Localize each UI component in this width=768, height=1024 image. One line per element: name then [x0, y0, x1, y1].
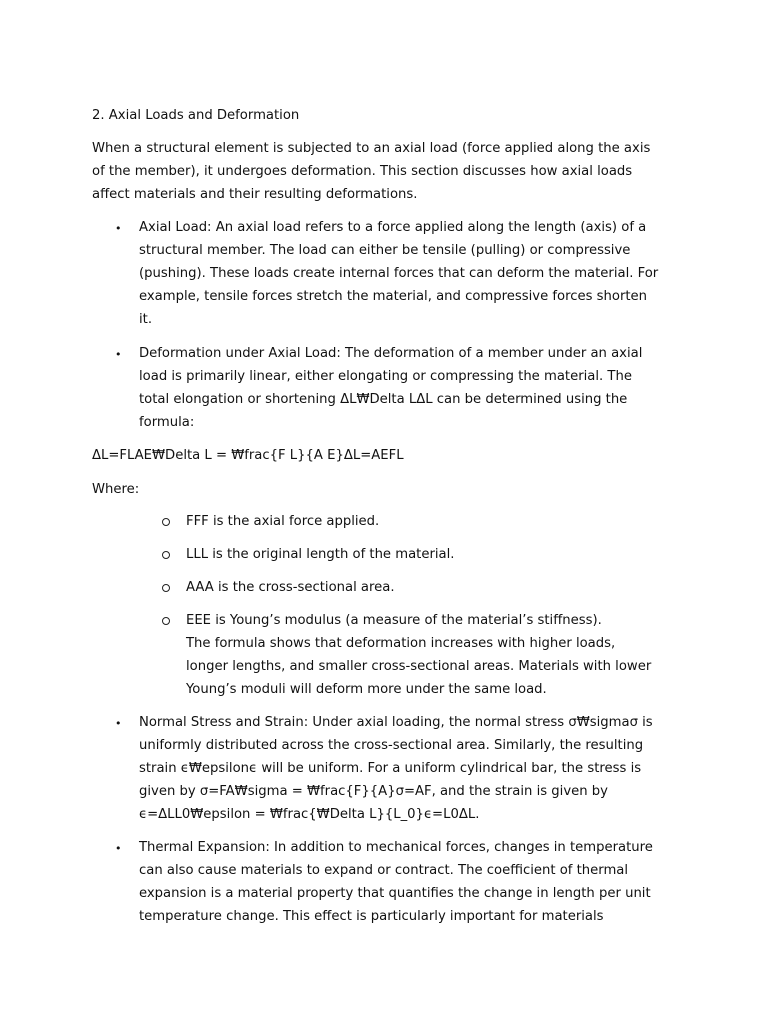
- list-item-line: total elongation or shortening ΔL₩Delta LΔL can be determined using the: [139, 392, 628, 407]
- list-item-line: Normal Stress and Strain: Under axial loading, the normal stress σ₩sigmaσ is: [139, 715, 653, 730]
- list-item-line: it.: [139, 312, 153, 327]
- sublist-item-line: EEE is Young’s modulus (a measure of the material’s stiffness).: [186, 613, 602, 628]
- bullet-marker: •: [115, 348, 122, 361]
- list-item-line: strain ϵ₩epsilonϵ will be uniform. For a uniform cylindrical bar, the stress is: [139, 761, 642, 776]
- bullet-marker: •: [115, 222, 122, 235]
- list-item-line: load is primarily linear, either elongating or compressing the material. The: [139, 369, 632, 384]
- hollow-bullet-icon: [162, 584, 170, 592]
- list-item-line: (pushing). These loads create internal forces that can deform the material. For: [139, 266, 659, 281]
- list-item-line: Thermal Expansion: In addition to mechanical forces, changes in temperature: [139, 840, 653, 855]
- list-item-line: example, tensile forces stretch the material, and compressive forces shorten: [139, 289, 648, 304]
- list-item-line: Axial Load: An axial load refers to a force applied along the length (axis) of a: [139, 220, 647, 235]
- intro-line: of the member), it undergoes deformation. This section discusses how axial loads: [92, 164, 633, 179]
- list-item-line: given by σ=FA₩sigma = ₩frac{F}{A}σ=AF, and the strain is given by: [139, 784, 608, 799]
- list-item-line: can also cause materials to expand or contract. The coefficient of thermal: [139, 863, 629, 878]
- hollow-bullet-icon: [162, 551, 170, 559]
- formula-line: ΔL=FLAE₩Delta L = ₩frac{F L}{A E}ΔL=AEFL: [92, 448, 404, 463]
- hollow-bullet-icon: [162, 617, 170, 625]
- list-item-line: Deformation under Axial Load: The deformation of a member under an axial: [139, 346, 643, 361]
- list-item-line: structural member. The load can either be tensile (pulling) or compressive: [139, 243, 631, 258]
- sublist-item-line: LLL is the original length of the material.: [186, 547, 455, 562]
- sublist-item-line: The formula shows that deformation increases with higher loads,: [186, 636, 616, 651]
- bullet-marker: •: [115, 717, 122, 730]
- sublist-item-line: longer lengths, and smaller cross-sectional areas. Materials with lower: [186, 659, 652, 674]
- intro-line: affect materials and their resulting deformations.: [92, 187, 418, 202]
- list-item-line: expansion is a material property that quantifies the change in length per unit: [139, 886, 651, 901]
- sublist-item-line: FFF is the axial force applied.: [186, 514, 380, 529]
- list-item-line: ϵ=ΔLL0₩epsilon = ₩frac{₩Delta L}{L_0}ϵ=L0ΔL.: [139, 807, 480, 822]
- section-heading: 2. Axial Loads and Deformation: [92, 108, 300, 123]
- sublist-item-line: Young’s moduli will deform more under the same load.: [186, 682, 547, 697]
- bullet-marker: •: [115, 842, 122, 855]
- list-item-line: formula:: [139, 415, 195, 430]
- list-item-line: temperature change. This effect is particularly important for materials: [139, 909, 604, 924]
- list-item-line: uniformly distributed across the cross-sectional area. Similarly, the resulting: [139, 738, 644, 753]
- hollow-bullet-icon: [162, 518, 170, 526]
- where-label: Where:: [92, 482, 140, 497]
- sublist-item-line: AAA is the cross-sectional area.: [186, 580, 395, 595]
- intro-line: When a structural element is subjected to an axial load (force applied along the axis: [92, 141, 651, 156]
